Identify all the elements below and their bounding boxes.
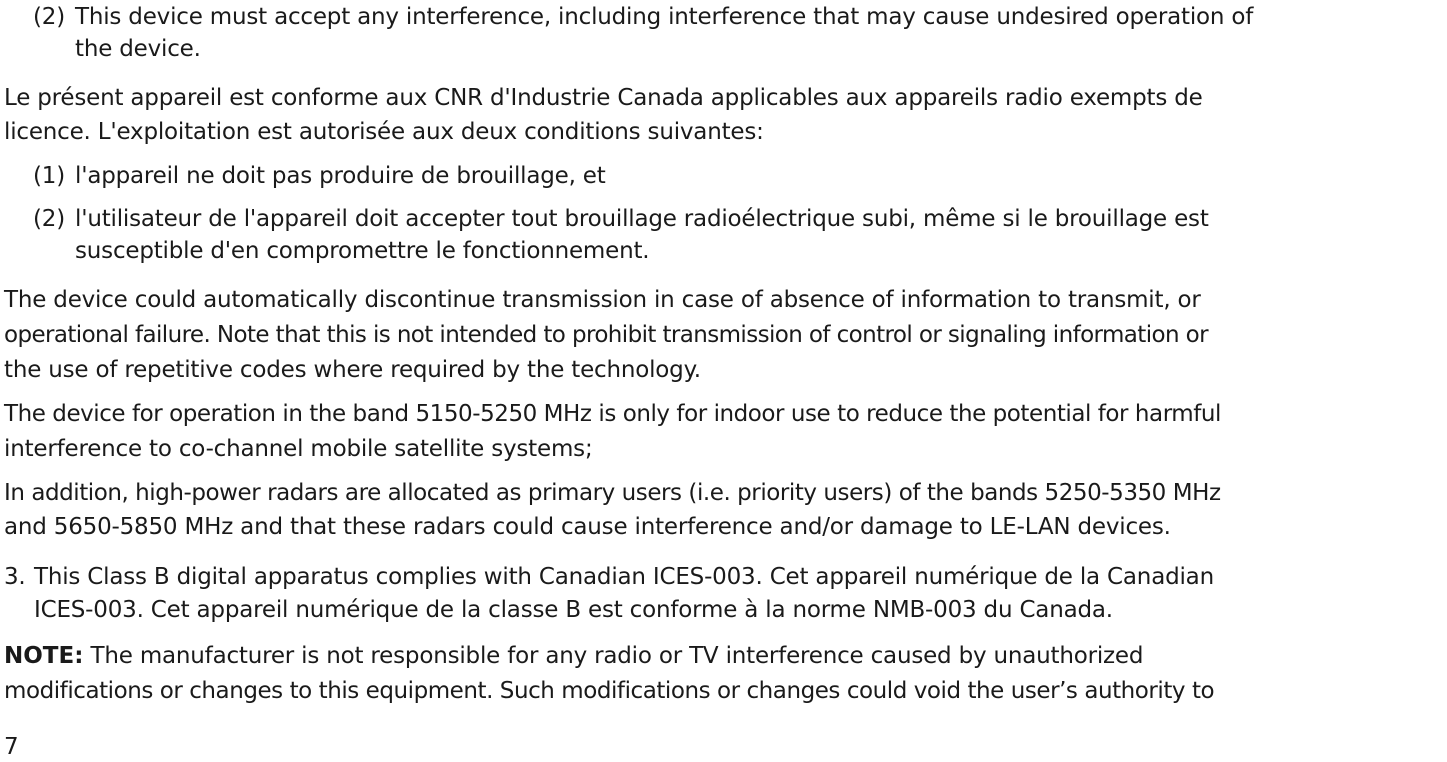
ic-french-item-2-number: (2) — [33, 206, 65, 232]
ic-french-intro-line-2 — [4, 117, 764, 147]
fcc-item-2-number: (2) — [33, 4, 65, 30]
transmission-line-1 — [4, 285, 1201, 315]
ic-french-item-2-text-line-2: susceptible d'en compromettre le fonctionnement. — [75, 238, 650, 264]
radars-text-line-1: In addition, high-power radars are allocated as primary users (i.e. priority users) of the bands 5250-5350 MHz — [4, 480, 1221, 506]
band-text-line-2: interference to co-channel mobile satellite systems; — [4, 436, 593, 462]
ic-french-item-1-line-1 — [33, 161, 606, 191]
fcc-item-2-line-2 — [75, 34, 201, 64]
ices-text-line-2: ICES-003. Cet appareil numérique de la classe B est conforme à la norme NMB-003 du Canada. — [34, 597, 1113, 623]
note-line-1 — [4, 641, 1143, 671]
transmission-line-3 — [4, 355, 701, 385]
ic-french-intro-text-line-2: licence. L'exploitation est autorisée aux deux conditions suivantes: — [4, 119, 764, 145]
ic-french-intro-text-line-1: Le présent appareil est conforme aux CNR d'Industrie Canada applicables aux appareils radio exempts de — [4, 85, 1203, 111]
ic-french-item-1-number: (1) — [33, 163, 65, 189]
ices-line-2 — [34, 595, 1113, 625]
radars-line-2 — [4, 512, 1171, 542]
note-text-line-1: The manufacturer is not responsible for any radio or TV interference caused by unauthorized — [90, 643, 1144, 669]
ices-text-line-1: This Class B digital apparatus complies with Canadian ICES-003. Cet appareil numérique de la Canadian — [34, 564, 1214, 590]
band-text-line-1: The device for operation in the band 5150-5250 MHz is only for indoor use to reduce the potential for harmful — [4, 401, 1221, 427]
note-line-2 — [4, 676, 1214, 706]
transmission-text-line-3: the use of repetitive codes where required by the technology. — [4, 357, 701, 383]
radars-text-line-2: and 5650-5850 MHz and that these radars could cause interference and/or damage to LE-LAN devices. — [4, 514, 1171, 540]
ices-number: 3. — [4, 564, 26, 590]
ices-line-1 — [4, 562, 1214, 592]
transmission-line-2 — [4, 320, 1208, 350]
radars-line-1 — [4, 478, 1221, 508]
ic-french-intro-line-1 — [4, 83, 1203, 113]
fcc-item-2-text-line-1: This device must accept any interference, including interference that may cause undesired operation of — [75, 4, 1254, 30]
ic-french-item-2-text-line-1: l'utilisateur de l'appareil doit accepter tout brouillage radioélectrique subi, même si le brouillage est — [75, 206, 1209, 232]
page-number: 7 — [4, 734, 19, 760]
fcc-item-2-text-line-2: the device. — [75, 36, 201, 62]
ic-french-item-2-line-1 — [33, 204, 1209, 234]
band-line-1 — [4, 399, 1221, 429]
fcc-item-2-line-1 — [33, 2, 1253, 32]
note-label: NOTE: — [4, 643, 84, 669]
band-line-2 — [4, 434, 593, 464]
ic-french-item-1-text: l'appareil ne doit pas produire de brouillage, et — [75, 163, 606, 189]
transmission-text-line-1: The device could automatically discontinue transmission in case of absence of information to transmit, or — [4, 287, 1201, 313]
transmission-text-line-2: operational failure. Note that this is not intended to prohibit transmission of control or signaling information or — [4, 322, 1208, 348]
ic-french-item-2-line-2 — [75, 236, 649, 266]
note-text-line-2: modifications or changes to this equipment. Such modifications or changes could void the user’s authority to — [4, 678, 1215, 704]
